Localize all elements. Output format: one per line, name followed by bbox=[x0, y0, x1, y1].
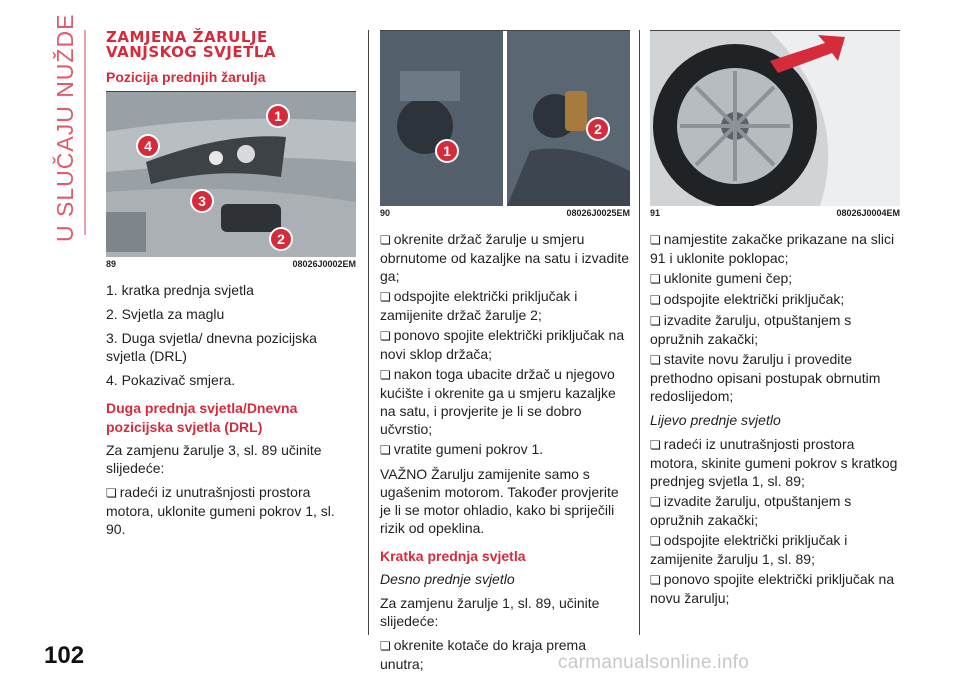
column-divider bbox=[368, 30, 369, 635]
watermark: carmanualsonline.info bbox=[558, 652, 750, 673]
callout-1: 1 bbox=[266, 104, 290, 128]
legend-item: 4. Pokazivač smjera. bbox=[106, 372, 236, 388]
subhead: Kratka prednja svjetla bbox=[380, 548, 526, 564]
step: ❏ radeći iz unutrašnjosti prostora motora, uklonite gumeni pokrov 1, sl. 90. bbox=[106, 483, 356, 538]
subhead: Duga prednja svjetla/Dnevna pozicijska svjetla (DRL) bbox=[106, 400, 298, 435]
callout-4: 4 bbox=[136, 134, 160, 158]
step: ❏ vratite gumeni pokrov 1. bbox=[380, 440, 630, 459]
important-note: VAŽNO Žarulju zamijenite samo s ugašenim motorom. Također provjerite je li se motor ohladio, kako bi spriječili rizik od opeklina. bbox=[380, 466, 619, 536]
subtitle: Pozicija prednjih žarulja bbox=[106, 69, 266, 85]
step: ❏ uklonite gumeni čep; bbox=[650, 269, 900, 288]
step: ❏ okrenite kotače do kraja prema unutra; bbox=[380, 636, 630, 673]
chapter-rule bbox=[84, 30, 86, 235]
step: ❏ ponovo spojite električki priključak na novu žarulju; bbox=[650, 570, 900, 607]
chapter-label: U SLUČAJU NUŽDE bbox=[52, 13, 78, 242]
step: ❏ odspojite električki priključak i zamijenite žarulju 1, sl. 89; bbox=[650, 531, 900, 568]
figure-89 bbox=[106, 92, 356, 257]
step: ❏ stavite novu žarulju i provedite prethodno opisani postupak obrnutim redoslijedom; bbox=[650, 350, 900, 405]
column-1 bbox=[106, 30, 356, 544]
page-number: 102 bbox=[44, 642, 85, 669]
italic-subhead: Desno prednje svjetlo bbox=[380, 571, 515, 587]
callout-1: 1 bbox=[435, 139, 459, 163]
legend-item: 3. Duga svjetla/ dnevna pozicijska svjetla (DRL) bbox=[106, 330, 317, 364]
legend-item: 1. kratka prednja svjetla bbox=[106, 282, 254, 298]
step: ❏ okrenite držač žarulje u smjeru obrnutome od kazaljke na satu i izvadite ga; bbox=[380, 230, 630, 285]
step: ❏ izvadite žarulju, otpuštanjem s opružnih zakački; bbox=[650, 311, 900, 348]
figure-caption: 90 08026J0025EM bbox=[380, 208, 630, 218]
callout-2: 2 bbox=[269, 227, 293, 251]
step: ❏ ponovo spojite električki priključak na novi sklop držača; bbox=[380, 326, 630, 363]
intro-text: Za zamjenu žarulje 3, sl. 89 učinite slijedeće: bbox=[106, 442, 322, 476]
column-2 bbox=[380, 30, 630, 679]
step: ❏ radeći iz unutrašnjosti prostora motora, skinite gumeni pokrov s kratkog prednjeg svjetla 1, sl. 89; bbox=[650, 435, 900, 490]
step: ❏ namjestite zakačke prikazane na slici 91 i uklonite poklopac; bbox=[650, 230, 900, 267]
column-3 bbox=[650, 30, 900, 613]
callout-2: 2 bbox=[586, 117, 610, 141]
figure-caption: 91 08026J0004EM bbox=[650, 208, 900, 218]
step: ❏ odspojite električki priključak; bbox=[650, 290, 900, 309]
intro-text: Za zamjenu žarulje 1, sl. 89, učinite slijedeće: bbox=[380, 595, 600, 629]
chapter-tab bbox=[52, 13, 82, 250]
step: ❏ izvadite žarulju, otpuštanjem s opružnih zakački; bbox=[650, 492, 900, 529]
legend-item: 2. Svjetla za maglu bbox=[106, 306, 225, 322]
step: ❏ nakon toga ubacite držač u njegovo kućište i okrenite ga u smjeru kazaljke na satu, i provjerite je li se dobro učvrstio; bbox=[380, 365, 630, 438]
callout-3: 3 bbox=[190, 189, 214, 213]
figure-91 bbox=[650, 31, 900, 206]
column-divider bbox=[639, 30, 640, 635]
italic-subhead: Lijevo prednje svjetlo bbox=[650, 412, 781, 428]
car-front-illustration bbox=[106, 92, 356, 257]
wheel-illustration bbox=[650, 31, 900, 206]
step: ❏ odspojite električki priključak i zamijenite držač žarulje 2; bbox=[380, 287, 630, 324]
figure-caption: 89 08026J0002EM bbox=[106, 259, 356, 269]
figure-90 bbox=[380, 31, 630, 206]
section-title: ZAMJENA ŽARULJE VANJSKOG SVJETLA bbox=[106, 28, 277, 61]
